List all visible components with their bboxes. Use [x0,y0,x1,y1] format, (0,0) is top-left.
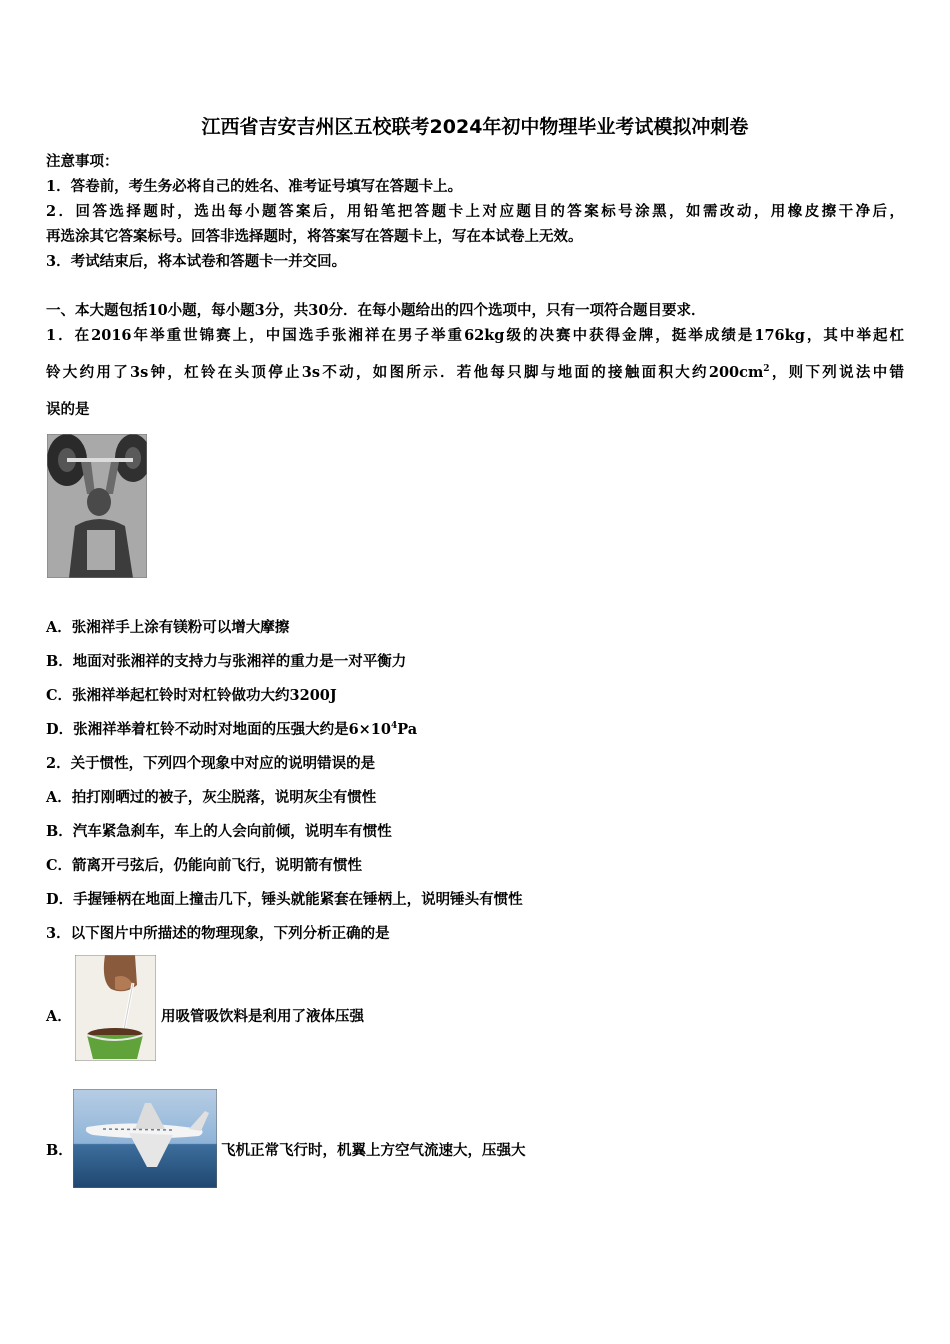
q3-option-a-text: 用吸管吸饮料是利用了液体压强 [161,1008,364,1025]
airplane-illustration [73,1089,217,1188]
airplane-photo [73,1089,217,1188]
q1-option-d: D．张湘祥举着杠铃不动时对地面的压强大约是$6\times 10^4Pa$ [46,721,418,738]
q2-option-a: A．拍打刚晒过的被子，灰尘脱落，说明灰尘有惯性 [46,789,377,806]
q3-option-b-label: B． [46,1142,73,1159]
weightlifter-photo [47,434,147,578]
notice-item-1: 1．答卷前，考生务必将自己的姓名、准考证号填写在答题卡上。 [46,178,463,195]
q3-stem: 3．以下图片中所描述的物理现象，下列分析正确的是 [46,925,390,942]
straw-drink-illustration [75,955,156,1061]
page-title: 江西省吉安吉州区五校联考2024年初中物理毕业考试模拟冲刺卷 [201,116,749,138]
weightlifter-illustration [47,434,147,578]
section-heading: 一、本大题包括10小题，每小题3分，共30分．在每小题给出的四个选项中，只有一项符合题目要求． [46,302,706,319]
straw-drink-photo [75,955,156,1061]
q1-option-c: C．张湘祥举起杠铃时对杠铃做功大约3200J [46,687,337,704]
q2-option-b: B．汽车紧急刹车，车上的人会向前倾，说明车有惯性 [46,823,392,840]
notice-item-3: 3．考试结束后，将本试卷和答题卡一并交回。 [46,253,347,270]
notice-item-2-cont: 再选涂其它答案标号。回答非选择题时，将答案写在答题卡上，写在本试卷上无效。 [46,228,583,245]
q1-stem-line2: 铃大约用了3s钟，杠铃在头顶停止3s不动，如图所示．若他每只脚与地面的接触面积大约$200cm^2$，则下列说法中错 [46,364,904,381]
q2-option-c: C．箭离开弓弦后，仍能向前飞行，说明箭有惯性 [46,857,363,874]
q2-option-d: D．手握锤柄在地面上撞击几下，锤头就能紧套在锤柄上，说明锤头有惯性 [46,891,523,908]
q3-option-a-label: A． [46,1008,72,1025]
q1-option-a: A．张湘祥手上涂有镁粉可以增大摩擦 [46,619,290,636]
q3-option-b-text: 飞机正常飞行时，机翼上方空气流速大，压强大 [221,1142,526,1159]
notice-heading: 注意事项： [46,153,119,170]
q1-stem-line3: 误的是 [46,401,90,418]
q2-stem: 2．关于惯性，下列四个现象中对应的说明错误的是 [46,755,376,772]
q1-stem-line1: 1．在2016年举重世锦赛上，中国选手张湘祥在男子举重62kg级的决赛中获得金牌，挺举成绩是176kg，其中举起杠 [46,327,904,344]
q1-option-b: B．地面对张湘祥的支持力与张湘祥的重力是一对平衡力 [46,653,407,670]
notice-item-2: 2．回答选择题时，选出每小题答案后，用铅笔把答题卡上对应题目的答案标号涂黑，如需改动，用橡皮擦干净后， [46,203,904,220]
